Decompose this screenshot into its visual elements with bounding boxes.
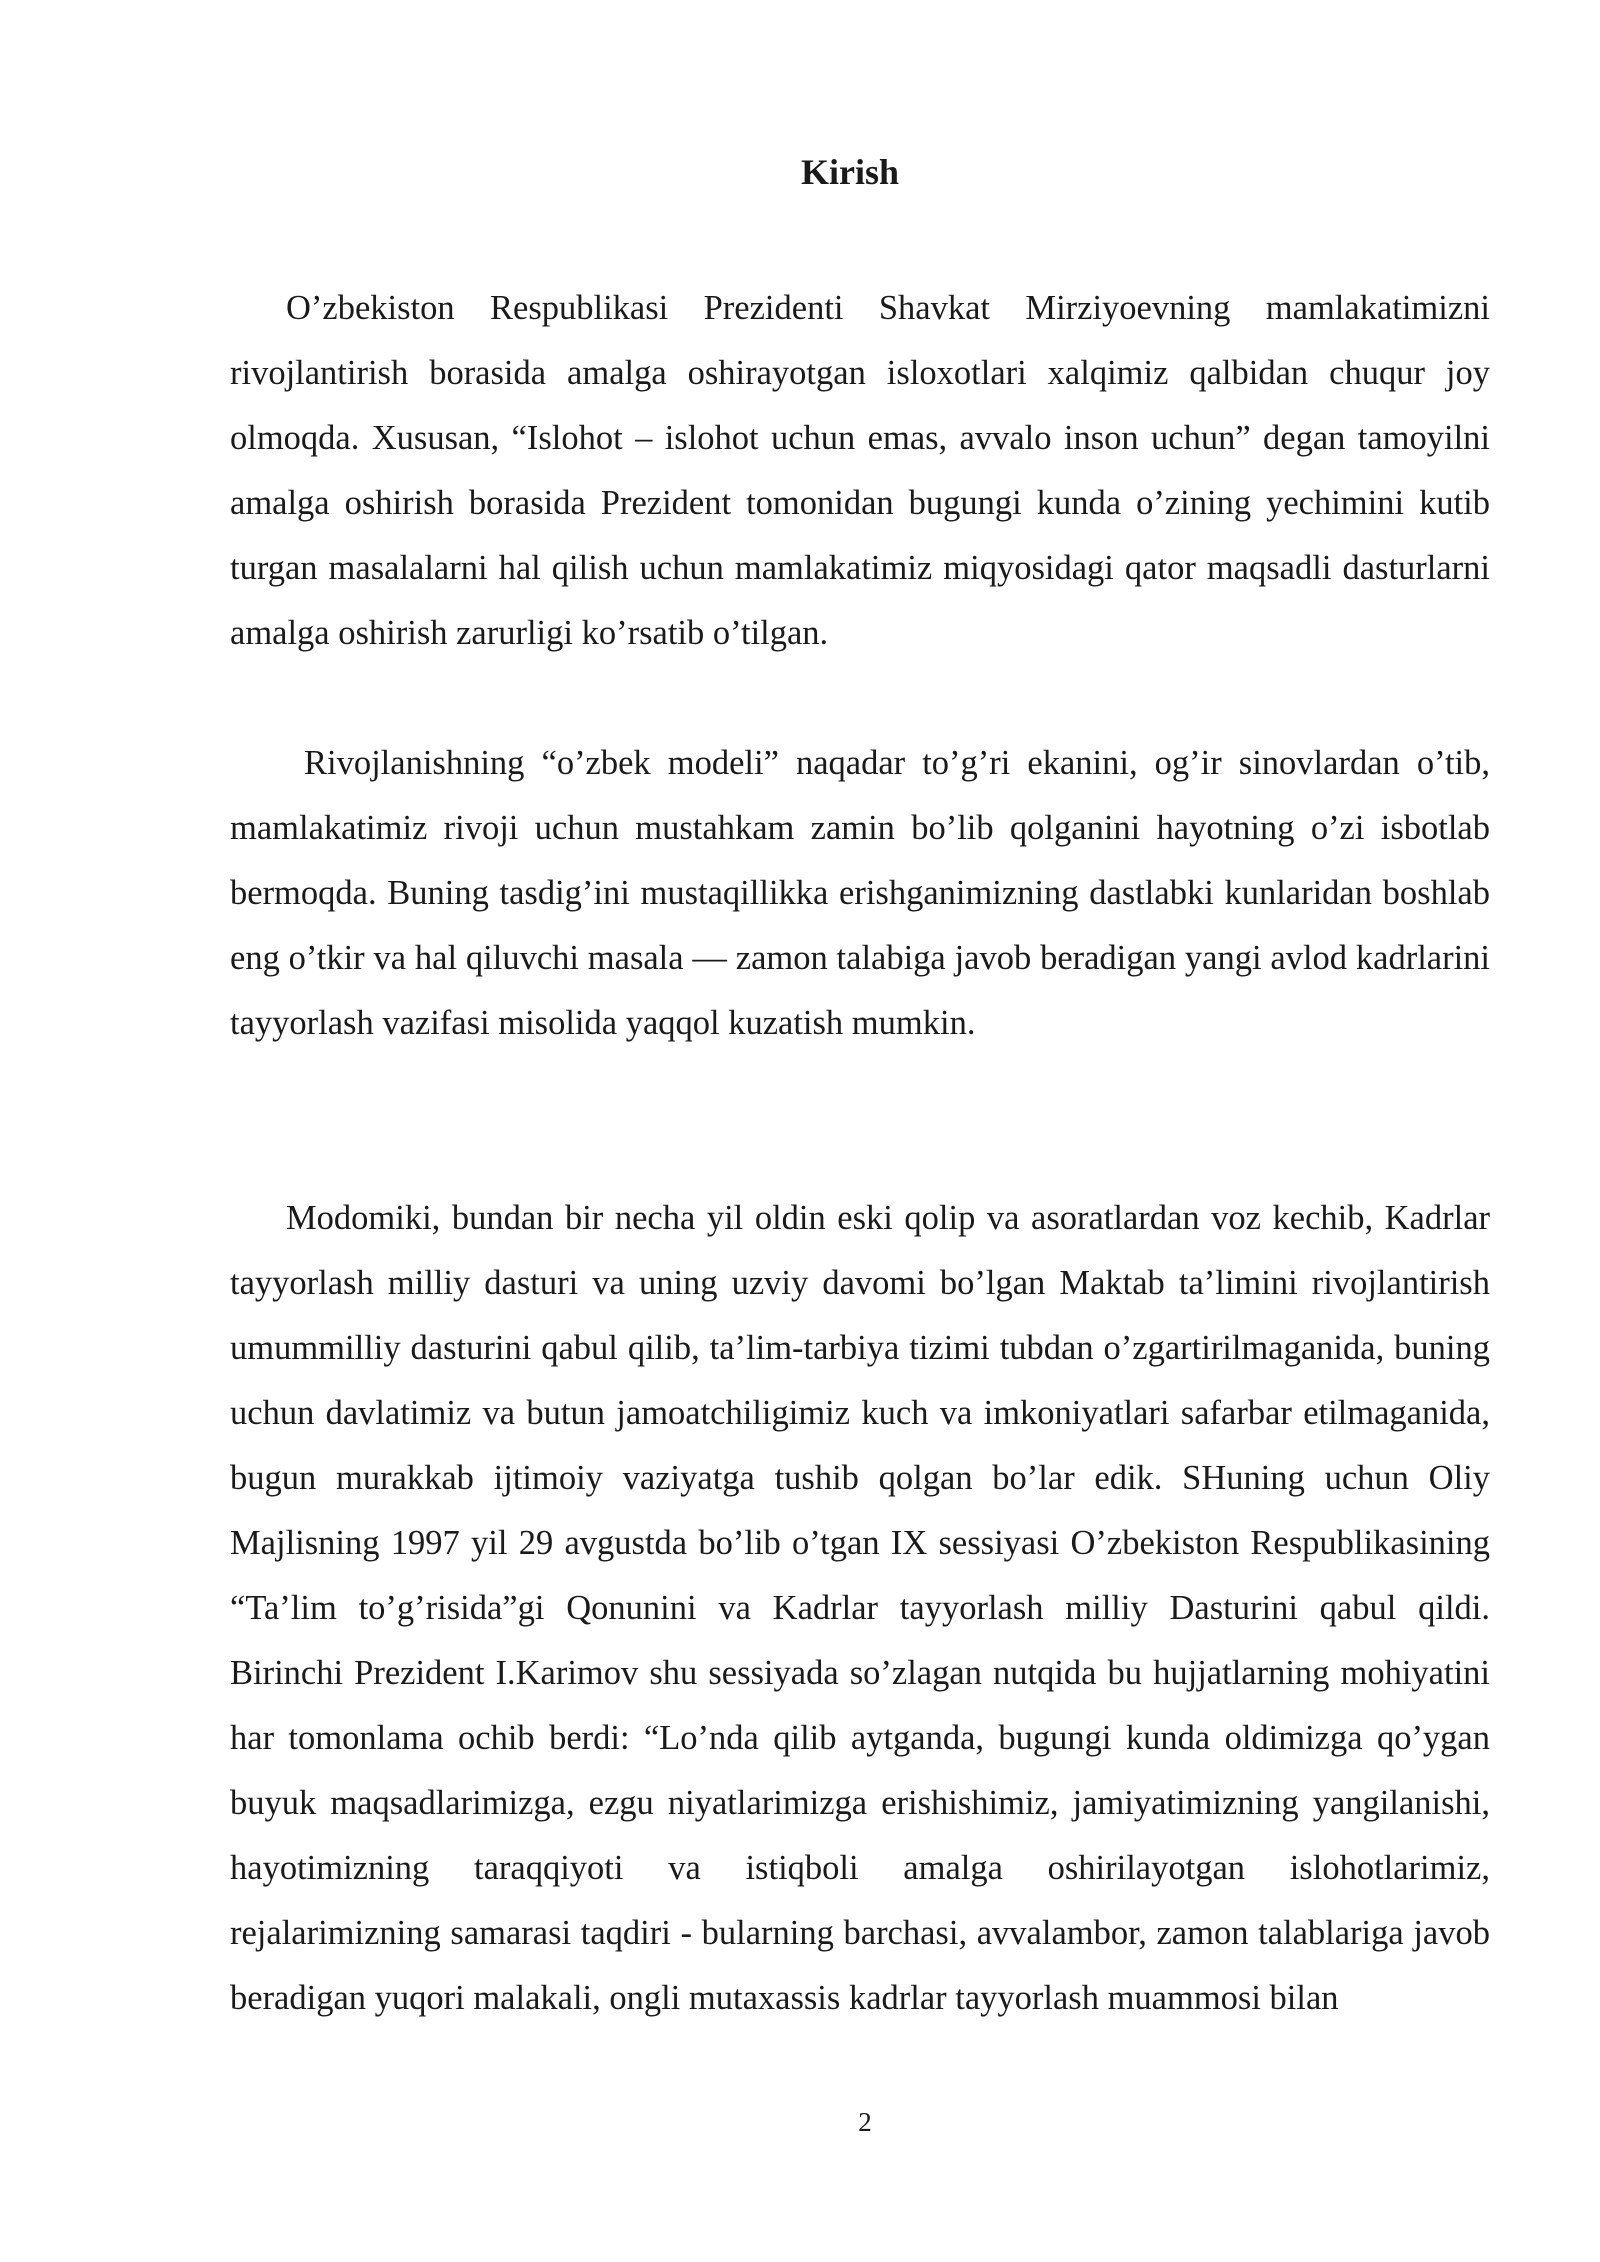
paragraph-2: Rivojlanishning “o’zbek modeli” naqadar to’g’ri ekanini, og’ir sinovlardan o’tib, mamlakatimiz rivoji uchun mustahkam zamin bo’lib qolganini hayotning o’zi isbotlab bermoqda. Buning tasdig’ini mustaqillikka erishganimizning dastlabki kunlaridan boshlab eng o’tkir va hal qiluvchi masala — zamon talabiga javob beradigan yangi avlod kadrlarini tayyorlash vazifasi misolida yaqqol kuzatish mumkin. — [230, 744, 1490, 1042]
section-heading: Kirish — [800, 152, 899, 192]
page-number: 2 — [858, 2107, 872, 2137]
paragraph-1: O’zbekiston Respublikasi Prezidenti Shavkat Mirziyoevning mamlakatimizni rivojlantirish borasida amalga oshirayotgan isloxotlari xalqimiz qalbidan chuqur joy olmoqda. Xususan, “Islohot – islohot uchun emas, avvalo inson uchun” degan tamoyilni amalga oshirish borasida Prezident tomonidan bugungi kunda o’zining yechimini kutib turgan masalalarni hal qilish uchun mamlakatimiz miqyosidagi qator maqsadli dasturlarni amalga oshirish zarurligi ko’rsatib o’tilgan. — [230, 289, 1490, 652]
paragraph-3: Modomiki, bundan bir necha yil oldin eski qolip va asoratlardan voz kechib, Kadrlar tayyorlash milliy dasturi va uning uzviy davomi bo’lgan Maktab ta’limini rivojlantirish umummilliy dasturini qabul qilib, ta’lim-tarbiya tizimi tubdan o’zgartirilmaganida, buning uchun davlatimiz va butun jamoatchiligimiz kuch va imkoniyatlari safarbar etilmaganida, bugun murakkab ijtimoiy vaziyatga tushib qolgan bo’lar edik. SHuning uchun Oliy Majlisning 1997 yil 29 avgustda bo’lib o’tgan IX sessiyasi O’zbekiston Respublikasining “Ta’lim to’g’risida”gi Qonunini va Kadrlar tayyorlash milliy Dasturini qabul qildi. Birinchi Prezident I.Karimov shu sessiyada so’zlagan nutqida bu hujjatlarning mohiyatini har tomonlama ochib berdi: “Lo’nda qilib aytganda, bugungi kunda oldimizga qo’ygan buyuk maqsadlarimizga, ezgu niyatlarimizga erishishimiz, jamiyatimizning yangilanishi, hayotimizning taraqqiyoti va istiqboli amalga oshirilayotgan islohotlarimiz, rejalarimizning samarasi taqdiri - bularning barchasi, avvalambor, zamon talablariga javob beradigan yuqori malakali, ongli mutaxassis kadrlar tayyorlash muammosi bilan — [230, 1199, 1490, 2017]
